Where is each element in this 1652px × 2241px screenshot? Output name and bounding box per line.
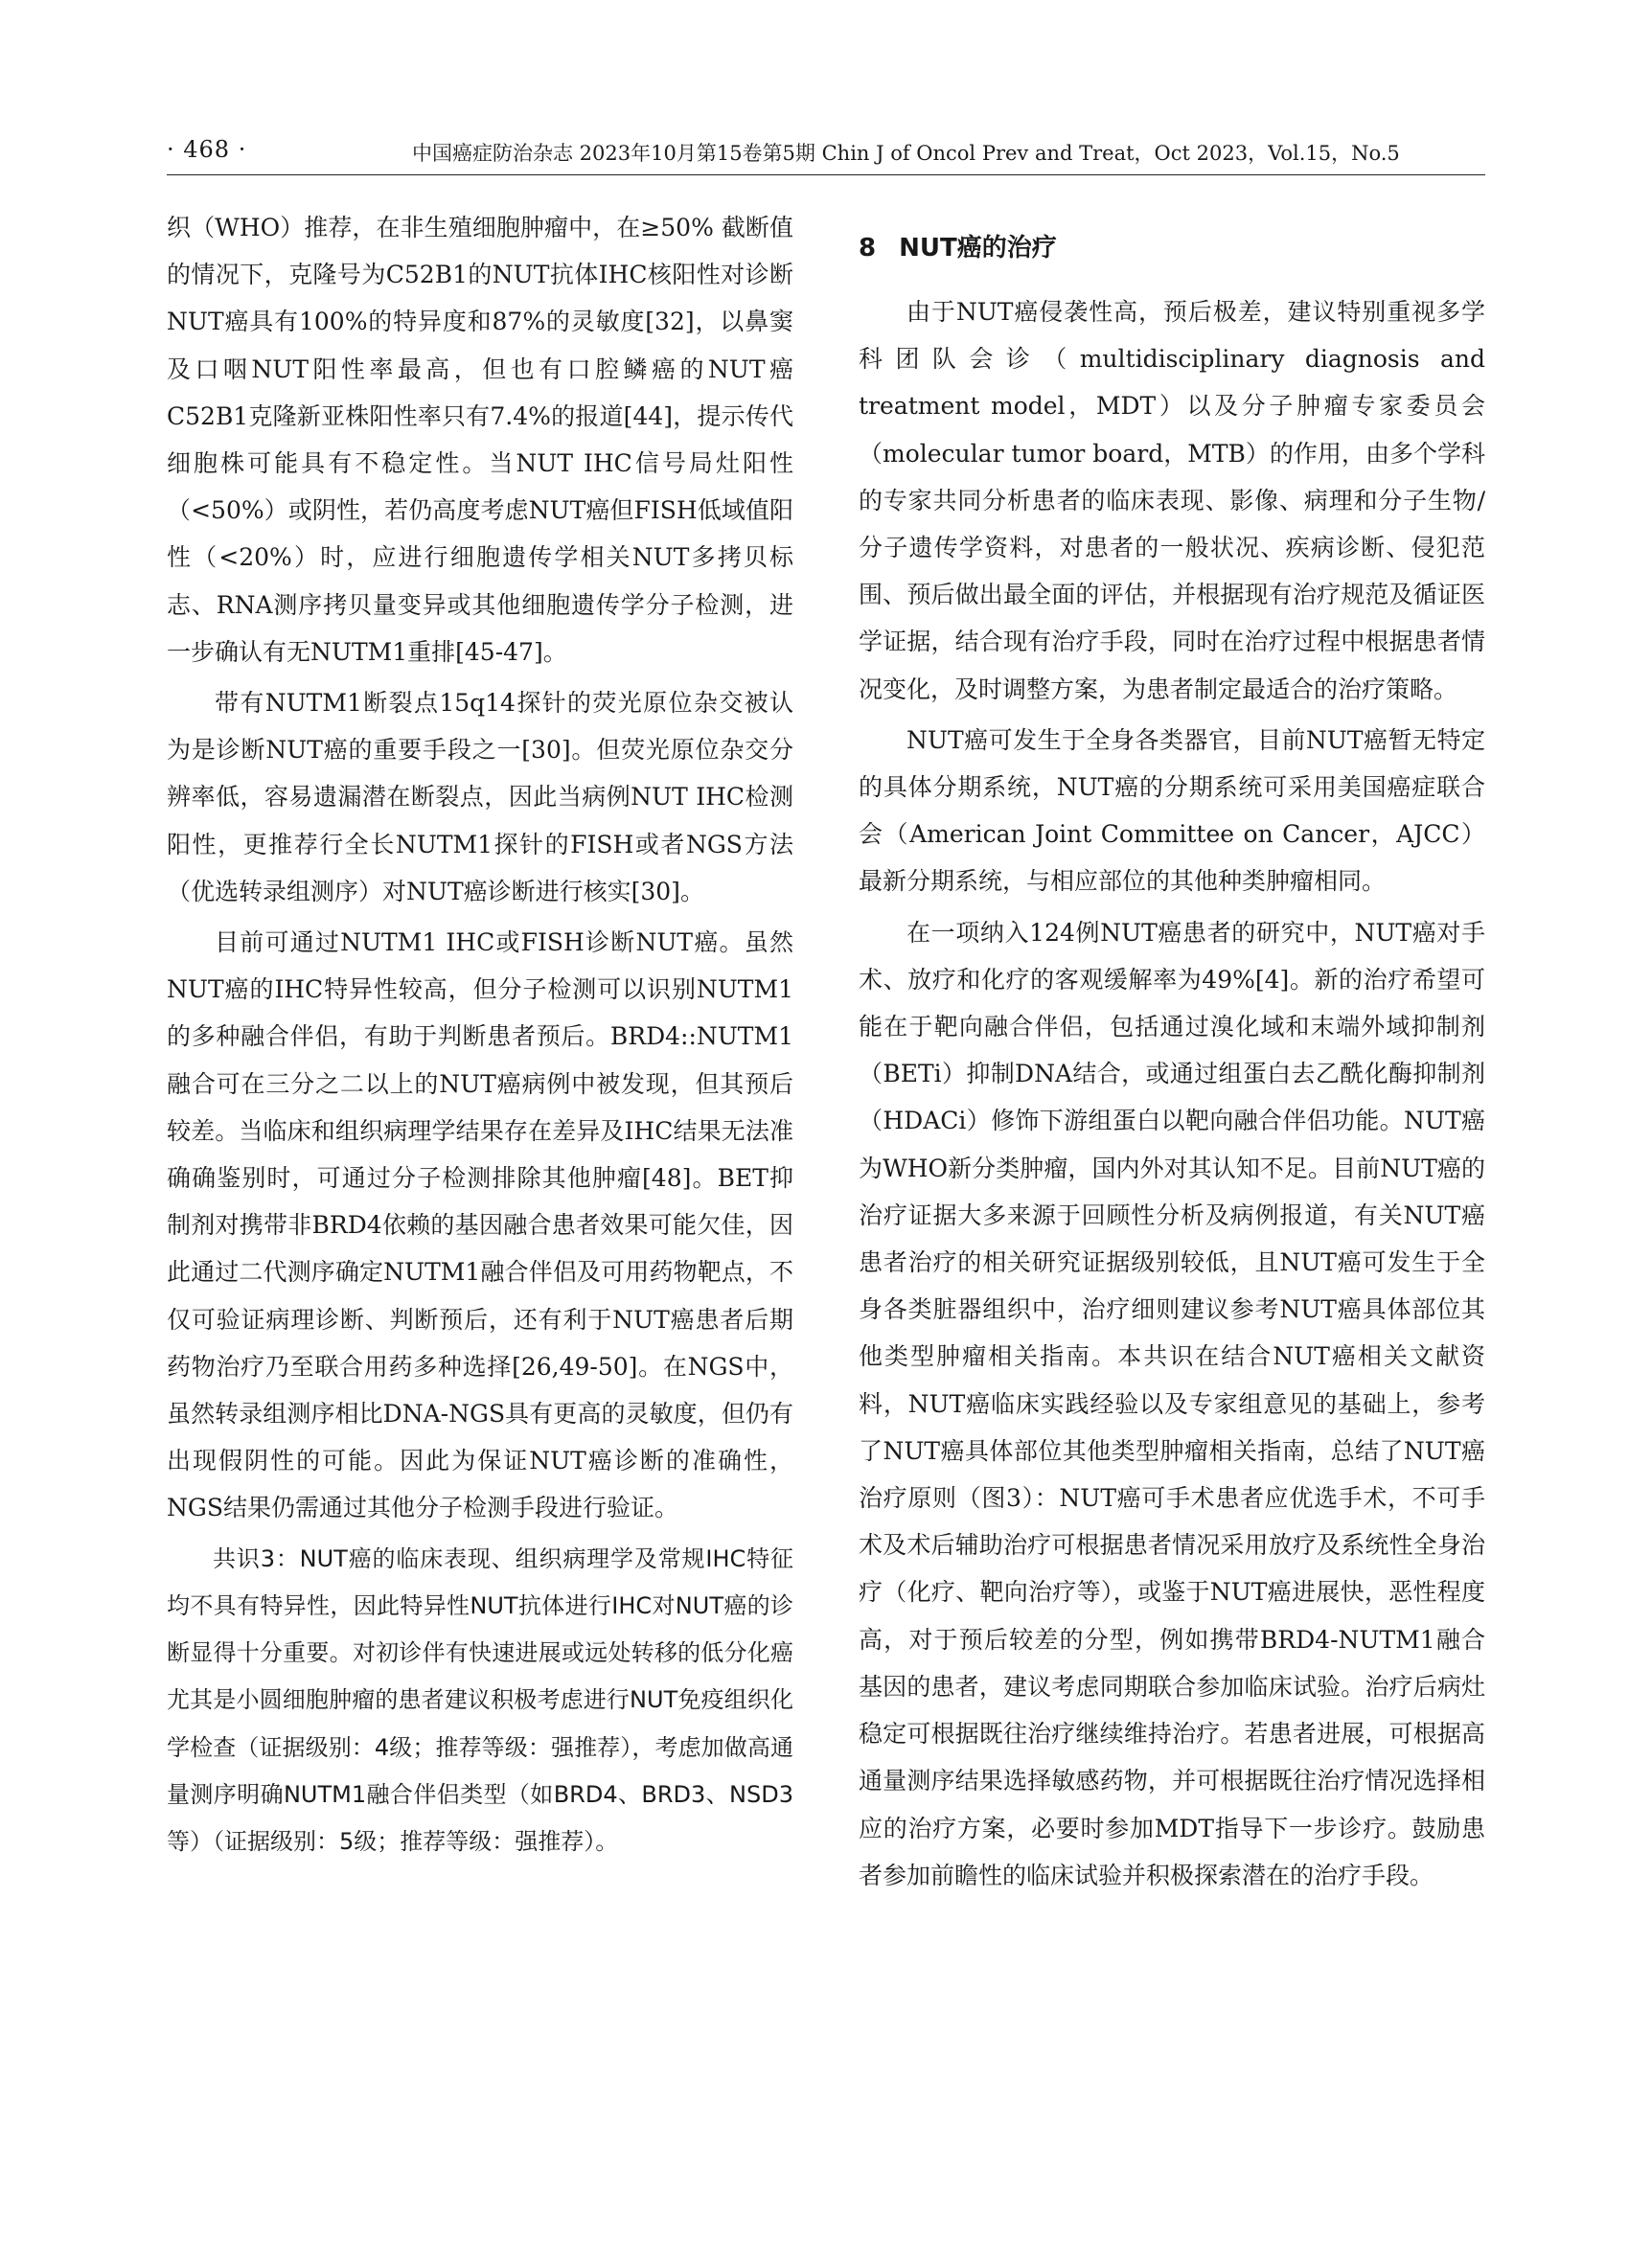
left-paragraph-2: 带有NUTM1断裂点15q14探针的荧光原位杂交被认为是诊断NUT癌的重要手段之一[30]。但荧光原位杂交分辨率低，容易遗漏潜在断裂点，因此当病例NUT IHC检测阳性，更推荐行全长NUTM1探针的FISH或者NGS方法（优选转录组测序）对NUT癌诊断进行核实[30]。 <box>167 689 793 905</box>
running-header <box>167 132 1485 171</box>
left-paragraph-1: 织（WHO）推荐，在非生殖细胞肿瘤中，在≥50% 截断值的情况下，克隆号为C52B1的NUT抗体IHC核阳性对诊断NUT癌具有100%的特异度和87%的灵敏度[32]，以鼻窦及口咽NUT阳性率最高，但也有口腔鳞癌的NUT癌C52B1克隆新亚株阳性率只有7.4%的报道[44]，提示传代细胞株可能具有不稳定性。当NUT IHC信号局灶阳性（<50%）或阴性，若仍高度考虑NUT癌但FISH低域值阳性（<20%）时，应进行细胞遗传学相关NUT多拷贝标志、RNA测序拷贝量变异或其他细胞遗传学分子检测，进一步确认有无NUTM1重排[45-47]。 <box>167 214 793 666</box>
left-column <box>167 204 793 1865</box>
journal-running-title: 中国癌症防治杂志 2023年10月第15卷第5期 Chin J of Oncol Prev and Treat，Oct 2023，Vol.15，No.5 <box>412 142 1400 165</box>
right-paragraph-1: 由于NUT癌侵袭性高，预后极差，建议特别重视多学科团队会诊（multidisciplinary diagnosis and treatment model，MDT）以及分子肿瘤专家委员会（molecular tumor board，MTB）的作用，由多个学科的专家共同分析患者的临床表现、影像、病理和分子生物/分子遗传学资料，对患者的一般状况、疾病诊断、侵犯范围、预后做出最全面的评估，并根据现有治疗规范及循证医学证据，结合现有治疗手段，同时在治疗过程中根据患者情况变化，及时调整方案，为患者制定最适合的治疗策略。 <box>859 298 1485 703</box>
page-number: · 468 · <box>167 136 247 163</box>
header-rule <box>167 174 1485 175</box>
right-column <box>859 204 1485 1899</box>
left-paragraph-3: 目前可通过NUTM1 IHC或FISH诊断NUT癌。虽然NUT癌的IHC特异性较高，但分子检测可以识别NUTM1的多种融合伴侣，有助于判断患者预后。BRD4::NUTM1融合可在三分之二以上的NUT癌病例中被发现，但其预后较差。当临床和组织病理学结果存在差异及IHC结果无法准确确鉴别时，可通过分子检测排除其他肿瘤[48]。BET抑制剂对携带非BRD4依赖的基因融合患者效果可能欠佳，因此通过二代测序确定NUTM1融合伴侣及可用药物靶点，不仅可验证病理诊断、判断预后，还有利于NUT癌患者后期药物治疗乃至联合用药多种选择[26,49-50]。在NGS中，虽然转录组测序相比DNA-NGS具有更高的灵敏度，但仍有出现假阴性的可能。因此为保证NUT癌诊断的准确性，NGS结果仍需通过其他分子检测手段进行验证。 <box>167 928 793 1522</box>
right-paragraph-3: 在一项纳入124例NUT癌患者的研究中，NUT癌对手术、放疗和化疗的客观缓解率为49%[4]。新的治疗希望可能在于靶向融合伴侣，包括通过溴化域和末端外域抑制剂（BETi）抑制DNA结合，或通过组蛋白去乙酰化酶抑制剂（HDACi）修饰下游组蛋白以靶向融合伴侣功能。NUT癌为WHO新分类肿瘤，国内外对其认知不足。目前NUT癌的治疗证据大多来源于回顾性分析及病例报道，有关NUT癌患者治疗的相关研究证据级别较低，且NUT癌可发生于全身各类脏器组织中，治疗细则建议参考NUT癌具体部位其他类型肿瘤相关指南。本共识在结合NUT癌相关文献资料，NUT癌临床实践经验以及专家组意见的基础上，参考了NUT癌具体部位其他类型肿瘤相关指南，总结了NUT癌治疗原则（图3）：NUT癌可手术患者应优选手术，不可手术及术后辅助治疗可根据患者情况采用放疗及系统性全身治疗（化疗、靶向治疗等），或鉴于NUT癌进展快，恶性程度高，对于预后较差的分型，例如携带BRD4-NUTM1融合基因的患者，建议考虑同期联合参加临床试验。治疗后病灶稳定可根据既往治疗继续维持治疗。若患者进展，可根据高通量测序结果选择敏感药物，并可根据既往治疗情况选择相应的治疗方案，必要时参加MDT指导下一步诊疗。鼓励患者参加前瞻性的临床试验并积极探索潜在的治疗手段。 <box>859 918 1485 1889</box>
section-heading <box>859 229 1485 267</box>
consensus-3-paragraph: 共识3：NUT癌的临床表现、组织病理学及常规IHC特征均不具有特异性，因此特异性NUT抗体进行IHC对NUT癌的诊断显得十分重要。对初诊伴有快速进展或远处转移的低分化癌尤其是小圆细胞肿瘤的患者建议积极考虑进行NUT免疫组织化学检查（证据级别：4级；推荐等级：强推荐），考虑加做高通量测序明确NUTM1融合伴侣类型（如BRD4、BRD3、NSD3等）（证据级别：5级；推荐等级：强推荐）。 <box>167 1544 793 1855</box>
section-title: NUT癌的治疗 <box>899 234 1057 263</box>
right-paragraph-2: NUT癌可发生于全身各类器官，目前NUT癌暂无特定的具体分期系统，NUT癌的分期系统可采用美国癌症联合会（American Joint Committee on Cancer，AJCC）最新分期系统，与相应部位的其他种类肿瘤相同。 <box>859 725 1485 896</box>
section-number: 8 <box>859 234 877 263</box>
